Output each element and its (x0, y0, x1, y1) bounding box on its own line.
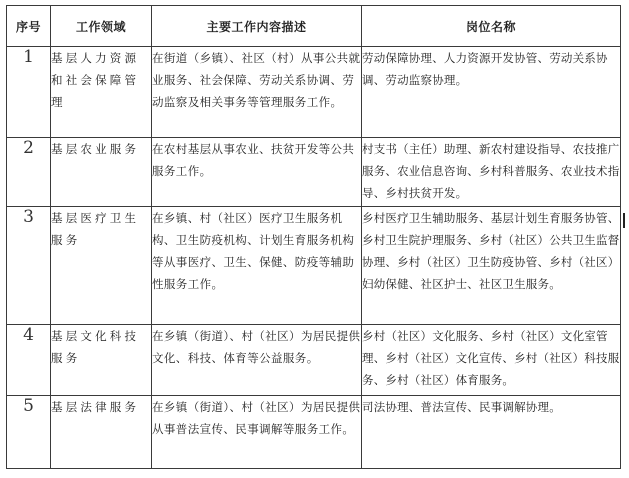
table-row (7, 47, 621, 138)
work-field-cell: 基层法律服务 (51, 396, 152, 469)
table-row (7, 138, 621, 207)
header-work-description: 主要工作内容描述 (152, 6, 362, 47)
table-row (7, 207, 621, 325)
row-number: 1 (7, 47, 51, 138)
row-number: 3 (7, 207, 51, 325)
work-description-cell: 在农村基层从事农业、扶贫开发等公共服务工作。 (152, 138, 362, 207)
work-description-cell: 在街道（乡镇）、社区（村）从事公共就业服务、社会保障、劳动关系协调、劳动监察及相关事务等管理服务工作。 (152, 47, 362, 138)
table-header-row (7, 6, 621, 47)
page-edge-mark (623, 213, 625, 228)
work-field-cell: 基层农业服务 (51, 138, 152, 207)
row-number: 2 (7, 138, 51, 207)
work-field-cell: 基层人力资源和社会保障管理 (51, 47, 152, 138)
header-work-field: 工作领域 (51, 6, 152, 47)
post-names-cell: 乡村（社区）文化服务、乡村（社区）文化室管理、乡村（社区）文化宣传、乡村（社区）科技服务、乡村（社区）体育服务。 (362, 325, 621, 396)
header-post-names: 岗位名称 (362, 6, 621, 47)
work-description-cell: 在乡镇、村（社区）医疗卫生服务机构、卫生防疫机构、计划生育服务机构等从事医疗、卫生、保健、防疫等辅助性服务工作。 (152, 207, 362, 325)
post-names-cell: 乡村医疗卫生辅助服务、基层计划生育服务协管、乡村卫生院护理服务、乡村（社区）公共卫生监督协理、乡村（社区）卫生防疫协管、乡村（社区）妇幼保健、社区护士、社区卫生服务。 (362, 207, 621, 325)
header-serial-number: 序号 (7, 6, 51, 47)
work-description-cell: 在乡镇（街道）、村（社区）为居民提供文化、科技、体育等公益服务。 (152, 325, 362, 396)
work-description-cell: 在乡镇（街道）、村（社区）为居民提供从事普法宣传、民事调解等服务工作。 (152, 396, 362, 469)
row-number: 4 (7, 325, 51, 396)
job-fields-table (6, 5, 621, 469)
work-field-cell: 基层文化科技服务 (51, 325, 152, 396)
post-names-cell: 司法协理、普法宣传、民事调解协理。 (362, 396, 621, 469)
work-field-cell: 基层医疗卫生服务 (51, 207, 152, 325)
post-names-cell: 村支书（主任）助理、新农村建设指导、农技推广服务、农业信息咨询、乡村科普服务、农业技术指导、乡村扶贫开发。 (362, 138, 621, 207)
row-number: 5 (7, 396, 51, 469)
post-names-cell: 劳动保障协理、人力资源开发协管、劳动关系协调、劳动监察协理。 (362, 47, 621, 138)
table-row (7, 325, 621, 396)
table-row (7, 396, 621, 469)
